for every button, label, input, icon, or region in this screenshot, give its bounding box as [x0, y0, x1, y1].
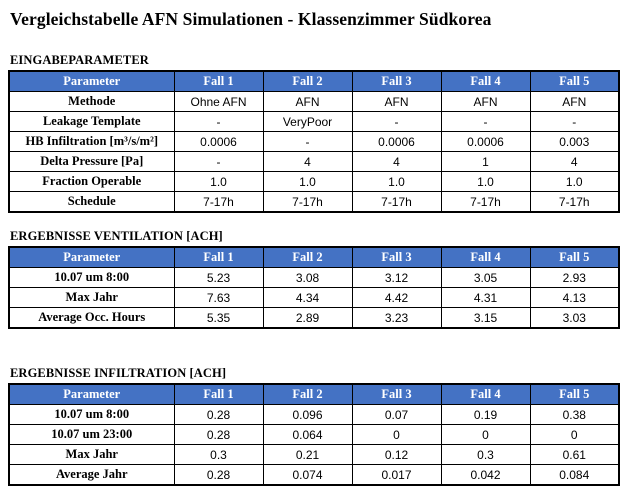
- value-cell: 4: [530, 152, 619, 172]
- row-label-cell: 10.07 um 8:00: [9, 268, 174, 288]
- value-cell: 0.003: [530, 132, 619, 152]
- value-cell: Ohne AFN: [174, 92, 263, 112]
- table-row: [9, 172, 619, 192]
- row-label-cell: Methode: [9, 92, 174, 112]
- section-heading-ventilation: ERGEBNISSE VENTILATION [ACH]: [10, 229, 223, 243]
- table-ventilation: [8, 246, 620, 329]
- value-cell: 4.42: [352, 288, 441, 308]
- column-header-fall-1: Fall 1: [174, 71, 263, 92]
- section-eingabeparameter: [8, 53, 618, 213]
- value-cell: 0.28: [174, 425, 263, 445]
- value-cell: -: [263, 132, 352, 152]
- value-cell: 0.0006: [441, 132, 530, 152]
- value-cell: -: [530, 112, 619, 132]
- value-cell: -: [441, 112, 530, 132]
- column-header-parameter: Parameter: [9, 247, 174, 268]
- value-cell: 4: [263, 152, 352, 172]
- value-cell: 0: [352, 425, 441, 445]
- table-row: [9, 192, 619, 213]
- page: [8, 9, 618, 486]
- value-cell: 0.084: [530, 465, 619, 486]
- value-cell: 0.07: [352, 405, 441, 425]
- table-row: [9, 425, 619, 445]
- table-row: [9, 112, 619, 132]
- value-cell: 4.31: [441, 288, 530, 308]
- value-cell: AFN: [530, 92, 619, 112]
- value-cell: 0.28: [174, 465, 263, 486]
- value-cell: 7-17h: [530, 192, 619, 213]
- value-cell: -: [174, 112, 263, 132]
- value-cell: 0.28: [174, 405, 263, 425]
- value-cell: 0.19: [441, 405, 530, 425]
- row-label-cell: Max Jahr: [9, 288, 174, 308]
- column-header-parameter: Parameter: [9, 71, 174, 92]
- value-cell: 0.017: [352, 465, 441, 486]
- table-row: [9, 132, 619, 152]
- table-row: [9, 465, 619, 486]
- value-cell: 7-17h: [352, 192, 441, 213]
- value-cell: -: [174, 152, 263, 172]
- row-label-cell: Average Jahr: [9, 465, 174, 486]
- value-cell: 0.064: [263, 425, 352, 445]
- value-cell: AFN: [352, 92, 441, 112]
- value-cell: 3.03: [530, 308, 619, 329]
- value-cell: 3.08: [263, 268, 352, 288]
- column-header-fall-4: Fall 4: [441, 247, 530, 268]
- value-cell: -: [352, 112, 441, 132]
- table-row: [9, 152, 619, 172]
- value-cell: 1.0: [174, 172, 263, 192]
- value-cell: 0: [441, 425, 530, 445]
- table-row: [9, 445, 619, 465]
- column-header-fall-2: Fall 2: [263, 247, 352, 268]
- row-label-cell: Leakage Template: [9, 112, 174, 132]
- value-cell: 0.61: [530, 445, 619, 465]
- column-header-fall-3: Fall 3: [352, 247, 441, 268]
- column-header-fall-3: Fall 3: [352, 71, 441, 92]
- column-header-fall-1: Fall 1: [174, 384, 263, 405]
- value-cell: AFN: [441, 92, 530, 112]
- value-cell: 0.0006: [352, 132, 441, 152]
- column-header-fall-1: Fall 1: [174, 247, 263, 268]
- value-cell: 5.23: [174, 268, 263, 288]
- value-cell: 0.0006: [174, 132, 263, 152]
- value-cell: 0.12: [352, 445, 441, 465]
- value-cell: 0.3: [174, 445, 263, 465]
- row-label-cell: Average Occ. Hours: [9, 308, 174, 329]
- value-cell: 7.63: [174, 288, 263, 308]
- header-row: [9, 247, 619, 268]
- row-label-cell: Max Jahr: [9, 445, 174, 465]
- value-cell: 7-17h: [263, 192, 352, 213]
- column-header-fall-5: Fall 5: [530, 247, 619, 268]
- header-row: [9, 384, 619, 405]
- value-cell: 4.34: [263, 288, 352, 308]
- column-header-fall-5: Fall 5: [530, 71, 619, 92]
- value-cell: 5.35: [174, 308, 263, 329]
- row-label-cell: 10.07 um 23:00: [9, 425, 174, 445]
- row-label-cell: Delta Pressure [Pa]: [9, 152, 174, 172]
- page-title: Vergleichstabelle AFN Simulationen - Klassenzimmer Südkorea: [10, 9, 492, 29]
- value-cell: 0.096: [263, 405, 352, 425]
- value-cell: 7-17h: [441, 192, 530, 213]
- value-cell: AFN: [263, 92, 352, 112]
- value-cell: VeryPoor: [263, 112, 352, 132]
- table-row: [9, 405, 619, 425]
- column-header-fall-5: Fall 5: [530, 384, 619, 405]
- column-header-fall-2: Fall 2: [263, 71, 352, 92]
- table-eingabeparameter: [8, 70, 620, 213]
- table-infiltration: [8, 383, 620, 486]
- row-label-cell: 10.07 um 8:00: [9, 405, 174, 425]
- value-cell: 0.074: [263, 465, 352, 486]
- value-cell: 1.0: [352, 172, 441, 192]
- table-row: [9, 288, 619, 308]
- value-cell: 0: [530, 425, 619, 445]
- value-cell: 2.93: [530, 268, 619, 288]
- value-cell: 0.3: [441, 445, 530, 465]
- column-header-fall-4: Fall 4: [441, 384, 530, 405]
- column-header-fall-2: Fall 2: [263, 384, 352, 405]
- value-cell: 1.0: [263, 172, 352, 192]
- section-ergebnisse-ventilation: [8, 229, 618, 329]
- row-label-cell: Schedule: [9, 192, 174, 213]
- section-ergebnisse-infiltration: [8, 366, 618, 486]
- value-cell: 3.15: [441, 308, 530, 329]
- table-row: [9, 268, 619, 288]
- value-cell: 3.23: [352, 308, 441, 329]
- value-cell: 1: [441, 152, 530, 172]
- value-cell: 4.13: [530, 288, 619, 308]
- row-label-cell: HB Infiltration [m³/s/m²]: [9, 132, 174, 152]
- value-cell: 0.21: [263, 445, 352, 465]
- value-cell: 1.0: [441, 172, 530, 192]
- value-cell: 7-17h: [174, 192, 263, 213]
- column-header-fall-3: Fall 3: [352, 384, 441, 405]
- column-header-parameter: Parameter: [9, 384, 174, 405]
- section-heading-infiltration: ERGEBNISSE INFILTRATION [ACH]: [10, 366, 227, 380]
- value-cell: 0.38: [530, 405, 619, 425]
- value-cell: 2.89: [263, 308, 352, 329]
- value-cell: 3.05: [441, 268, 530, 288]
- value-cell: 1.0: [530, 172, 619, 192]
- header-row: [9, 71, 619, 92]
- table-row: [9, 92, 619, 112]
- row-label-cell: Fraction Operable: [9, 172, 174, 192]
- section-heading-eingabeparameter: EINGABEPARAMETER: [10, 53, 149, 67]
- table-row: [9, 308, 619, 329]
- value-cell: 3.12: [352, 268, 441, 288]
- value-cell: 4: [352, 152, 441, 172]
- value-cell: 0.042: [441, 465, 530, 486]
- column-header-fall-4: Fall 4: [441, 71, 530, 92]
